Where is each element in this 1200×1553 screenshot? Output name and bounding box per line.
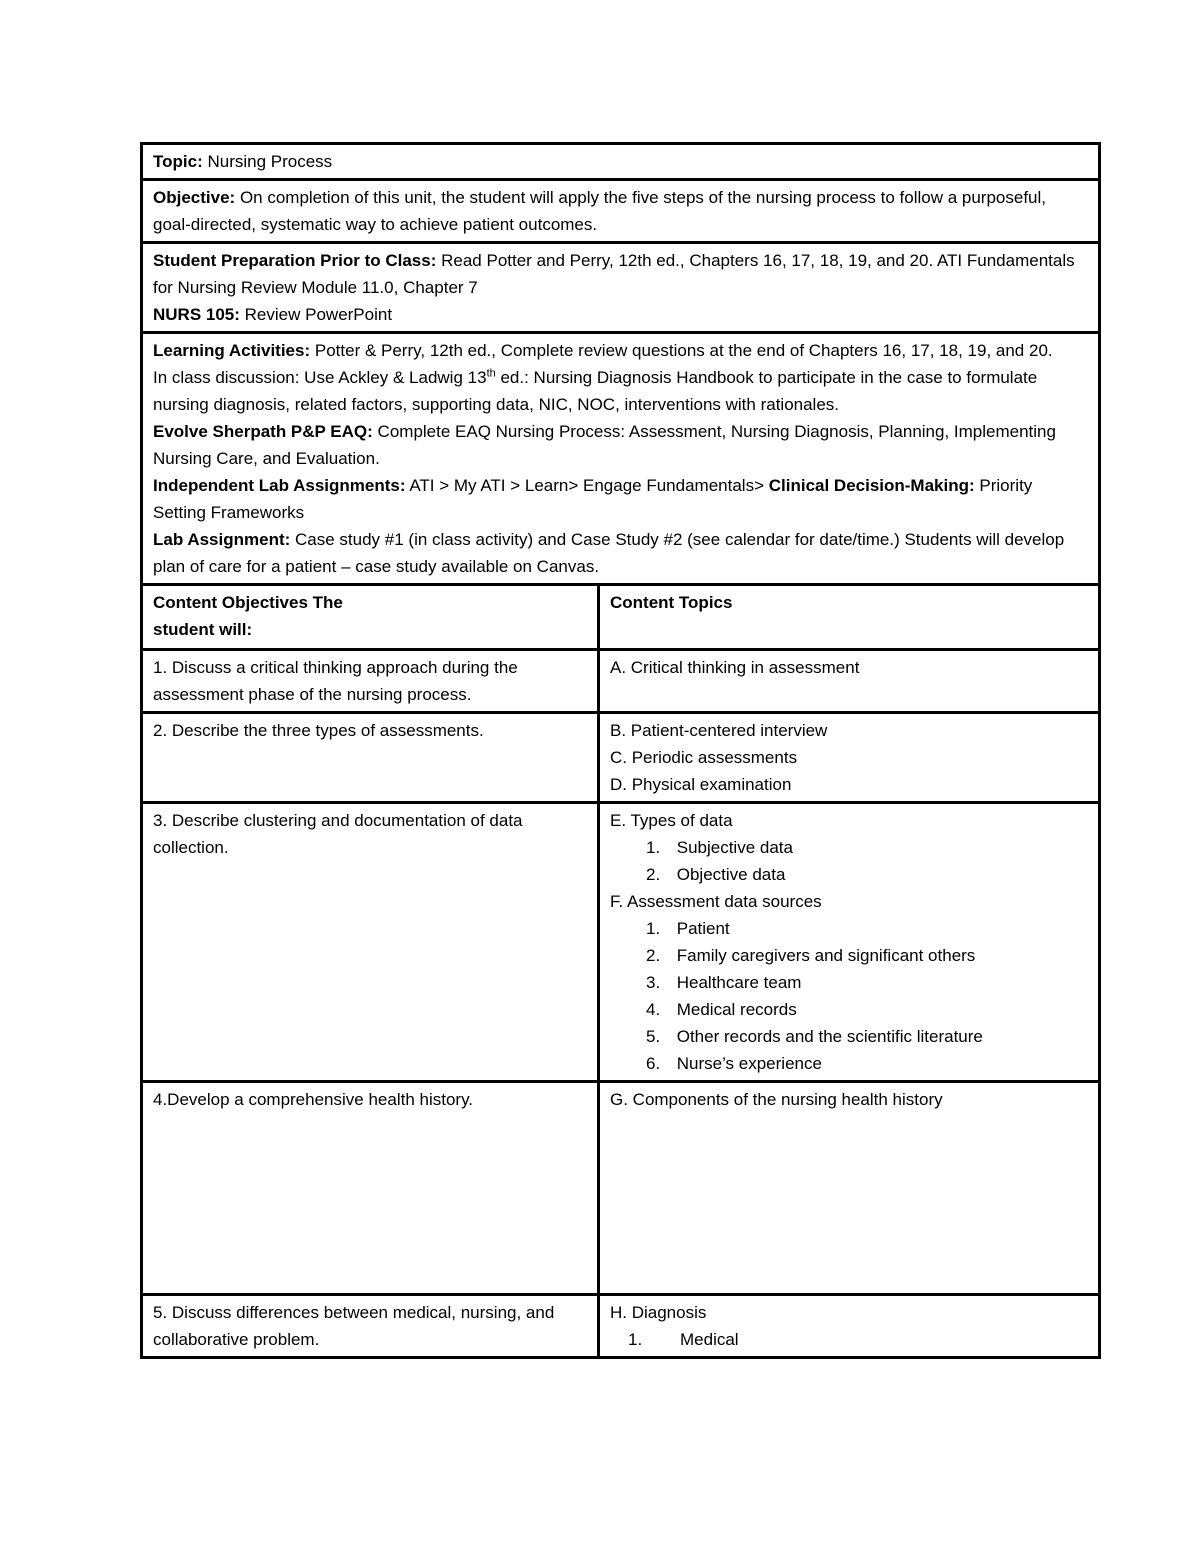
col-header-objectives: Content Objectives The student will: [142, 585, 599, 650]
table-row [142, 1082, 1100, 1295]
column-header-row [142, 585, 1100, 650]
table-row [142, 803, 1100, 1082]
prep-label: Student Preparation Prior to Class: [153, 251, 437, 270]
nurs-label: NURS 105: [153, 305, 240, 324]
learning-text: Potter & Perry, 12th ed., Complete review questions at the end of Chapters 16, 17, 18, 19, and 20. [314, 341, 1053, 360]
cdm-label: Clinical Decision-Making: [768, 476, 975, 495]
nurs-text: Review PowerPoint [244, 305, 393, 324]
table-row [142, 1295, 1100, 1358]
evolve-label: Evolve Sherpath P&P EAQ: [153, 422, 373, 441]
preparation-row [142, 243, 1100, 333]
objective-cell-3: 3. Describe clustering and documentation of data collection. [142, 803, 599, 1082]
learning-cell [142, 333, 1100, 585]
objective-cell [142, 180, 1100, 243]
topic-cell-5: H. Diagnosis 1. Medical [599, 1295, 1100, 1358]
lab-label: Lab Assignment: [153, 530, 291, 549]
topic-row [142, 144, 1100, 180]
topic-cell-3: E. Types of data 1. Subjective data 2. Objective data F. Assessment data sources 1. Patient 2. Family caregivers and significant others 3. Healthcare team 4. Medical records 5. Other records and the scientific literature 6. Nurse’s experience [599, 803, 1100, 1082]
evolve-text: Complete EAQ Nursing Process: Assessment, Nursing Diagnosis, Planning, Implementing Nursing Care, and Evaluation. [153, 422, 1056, 468]
lab-ind-label: Independent Lab Assignments: [153, 476, 406, 495]
topic-cell-4: G. Components of the nursing health history [599, 1082, 1100, 1295]
document-page [140, 142, 1098, 1359]
preparation-cell [142, 243, 1100, 333]
table-row [142, 650, 1100, 713]
objective-cell-1: 1. Discuss a critical thinking approach during the assessment phase of the nursing process. [142, 650, 599, 713]
unit-table [140, 142, 1101, 1359]
objective-label: Objective: [153, 188, 236, 207]
col-header-topics: Content Topics [599, 585, 1100, 650]
lab-ind-text: ATI > My ATI > Learn> Engage Fundamentals> [409, 476, 764, 495]
prep-text: Read Potter and Perry, 12th ed., Chapters 16, 17, 18, 19, and 20. ATI Fundamentals for Nursing Review Module 11.0, Chapter 7 [153, 251, 1075, 297]
objective-cell-2: 2. Describe the three types of assessments. [142, 713, 599, 803]
objective-text: On completion of this unit, the student will apply the five steps of the nursing process to follow a purposeful, goal-directed, systematic way to achieve patient outcomes. [153, 188, 1046, 234]
objective-row [142, 180, 1100, 243]
topic-label: Topic: [153, 152, 203, 171]
topic-cell [142, 144, 1100, 180]
cdm-text: Priority Setting Frameworks [153, 476, 1033, 522]
topic-cell-1: A. Critical thinking in assessment [599, 650, 1100, 713]
lab-text: Case study #1 (in class activity) and Case Study #2 (see calendar for date/time.) Students will develop plan of care for a patient – case study available on Canvas. [153, 530, 1065, 576]
table-row [142, 713, 1100, 803]
learning-row [142, 333, 1100, 585]
discussion-text: In class discussion: Use Ackley & Ladwig 13th ed.: Nursing Diagnosis Handbook to participate in the case to formulate nursing diagnosis, related factors, supporting data, NIC, NOC, interventions with rationales. [153, 367, 1038, 414]
objective-cell-5: 5. Discuss differences between medical, nursing, and collaborative problem. [142, 1295, 599, 1358]
topic-value: Nursing Process [207, 152, 333, 171]
objective-cell-4: 4.Develop a comprehensive health history. [142, 1082, 599, 1295]
topic-cell-2: B. Patient-centered interview C. Periodic assessments D. Physical examination [599, 713, 1100, 803]
learning-label: Learning Activities: [153, 341, 311, 360]
